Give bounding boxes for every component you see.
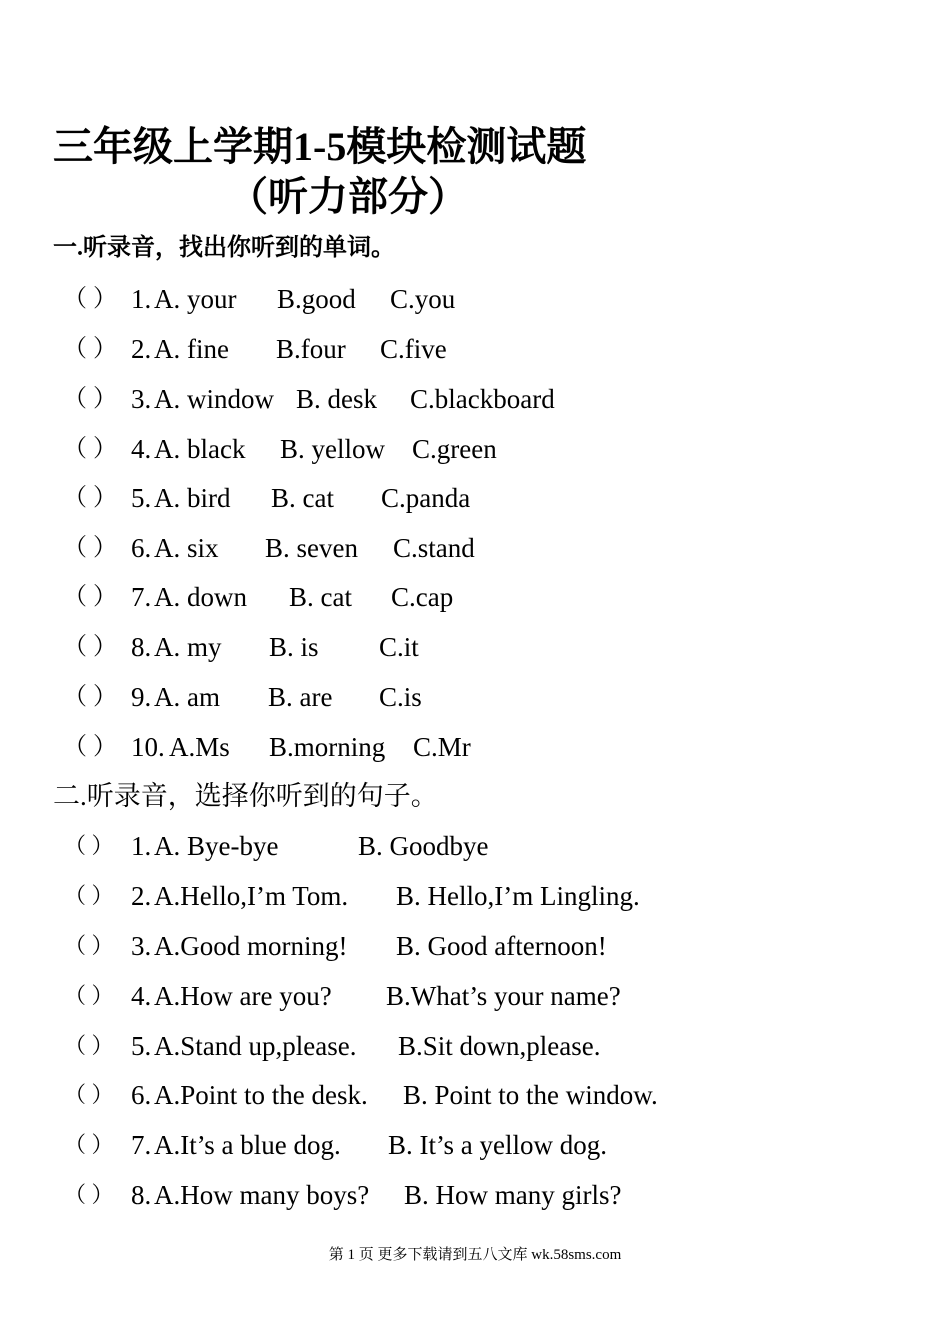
option-c: C.stand xyxy=(393,533,475,563)
option-b: B. cat xyxy=(289,582,352,612)
question-number: 4. xyxy=(131,981,152,1011)
option-a: A.Hello,I’m Tom. xyxy=(154,881,349,911)
option-a: A. fine xyxy=(154,334,229,364)
option-b: B.What’s your name? xyxy=(386,981,621,1011)
option-b: B. is xyxy=(269,632,319,662)
option-b: B. Point to the window. xyxy=(403,1080,658,1110)
question-number: 7. xyxy=(131,582,152,612)
option-a: A. six xyxy=(154,533,219,563)
section1-heading: 一.听录音，找出你听到的单词。 xyxy=(53,235,395,261)
option-a: A.How are you? xyxy=(154,981,332,1011)
question-number: 6. xyxy=(131,1080,152,1110)
page-subtitle: （听力部分） xyxy=(228,174,468,219)
option-b: B. desk xyxy=(296,384,377,414)
option-b: B. Good afternoon! xyxy=(396,931,607,961)
question-number: 2. xyxy=(131,881,152,911)
answer-bracket[interactable]: （ ） xyxy=(63,734,117,760)
question-number: 1. xyxy=(131,831,152,861)
option-c: C.green xyxy=(412,434,497,464)
option-c: C.is xyxy=(379,682,422,712)
option-b: B.morning xyxy=(269,732,386,762)
option-a: A. Bye-bye xyxy=(154,831,279,861)
question-number: 7. xyxy=(131,1130,152,1160)
option-b: B. Goodbye xyxy=(358,831,489,861)
answer-bracket[interactable]: （ ） xyxy=(63,584,117,610)
option-a: A.It’s a blue dog. xyxy=(154,1130,341,1160)
option-b: B.good xyxy=(277,284,356,314)
answer-bracket[interactable]: （ ） xyxy=(63,684,117,710)
question-number: 3. xyxy=(131,931,152,961)
option-b: B. Hello,I’m Lingling. xyxy=(396,881,640,911)
question-number: 2. xyxy=(131,334,152,364)
question-number: 5. xyxy=(131,1031,152,1061)
question-number: 10. xyxy=(131,732,165,762)
option-c: C.panda xyxy=(381,483,471,513)
option-c: C.Mr xyxy=(413,732,471,762)
answer-bracket[interactable]: （ ） xyxy=(63,386,117,412)
answer-bracket[interactable]: （ ） xyxy=(63,436,117,462)
question-number: 4. xyxy=(131,434,152,464)
option-b: B. yellow xyxy=(280,434,385,464)
question-number: 5. xyxy=(131,483,152,513)
option-b: B.four xyxy=(276,334,346,364)
answer-bracket[interactable]: （ ） xyxy=(64,933,114,958)
option-b: B. seven xyxy=(265,533,358,563)
question-number: 3. xyxy=(131,384,152,414)
option-a: A. my xyxy=(154,632,222,662)
answer-bracket[interactable]: （ ） xyxy=(64,1082,114,1107)
answer-bracket[interactable]: （ ） xyxy=(64,983,114,1008)
answer-bracket[interactable]: （ ） xyxy=(63,336,117,362)
option-c: C.you xyxy=(390,284,456,314)
option-a: A. window xyxy=(154,384,274,414)
answer-bracket[interactable]: （ ） xyxy=(63,535,117,561)
option-a: A. your xyxy=(154,284,237,314)
answer-bracket[interactable]: （ ） xyxy=(64,1182,114,1207)
page-title: 三年级上学期1-5模块检测试题 xyxy=(53,124,587,169)
question-number: 9. xyxy=(131,682,152,712)
option-a: A. am xyxy=(154,682,220,712)
answer-bracket[interactable]: （ ） xyxy=(64,833,114,858)
answer-bracket[interactable]: （ ） xyxy=(64,1132,114,1157)
option-a: A.Point to the desk. xyxy=(154,1080,368,1110)
section2-heading: 二.听录音，选择你听到的句子。 xyxy=(53,781,438,811)
option-b: B. It’s a yellow dog. xyxy=(388,1130,607,1160)
option-a: A.Stand up,please. xyxy=(154,1031,357,1061)
option-b: B. are xyxy=(268,682,333,712)
option-a: A. black xyxy=(154,434,246,464)
answer-bracket[interactable]: （ ） xyxy=(64,1033,114,1058)
option-a: A.How many boys? xyxy=(154,1180,370,1210)
option-c: C.cap xyxy=(391,582,454,612)
option-b: B. How many girls? xyxy=(404,1180,622,1210)
question-number: 1. xyxy=(131,284,152,314)
question-number: 8. xyxy=(131,632,152,662)
option-c: C.blackboard xyxy=(410,384,555,414)
answer-bracket[interactable]: （ ） xyxy=(63,485,117,511)
answer-bracket[interactable]: （ ） xyxy=(64,883,114,908)
option-a: A.Ms xyxy=(169,732,230,762)
page-footer: 第 1 页 更多下载请到五八文库 wk.58sms.com xyxy=(328,1247,622,1263)
option-b: B. cat xyxy=(271,483,334,513)
option-b: B.Sit down,please. xyxy=(398,1031,601,1061)
option-c: C.it xyxy=(379,632,419,662)
option-a: A. bird xyxy=(154,483,231,513)
option-c: C.five xyxy=(380,334,447,364)
answer-bracket[interactable]: （ ） xyxy=(63,286,117,312)
question-number: 6. xyxy=(131,533,152,563)
option-a: A.Good morning! xyxy=(154,931,348,961)
answer-bracket[interactable]: （ ） xyxy=(63,634,117,660)
option-a: A. down xyxy=(154,582,247,612)
question-number: 8. xyxy=(131,1180,152,1210)
